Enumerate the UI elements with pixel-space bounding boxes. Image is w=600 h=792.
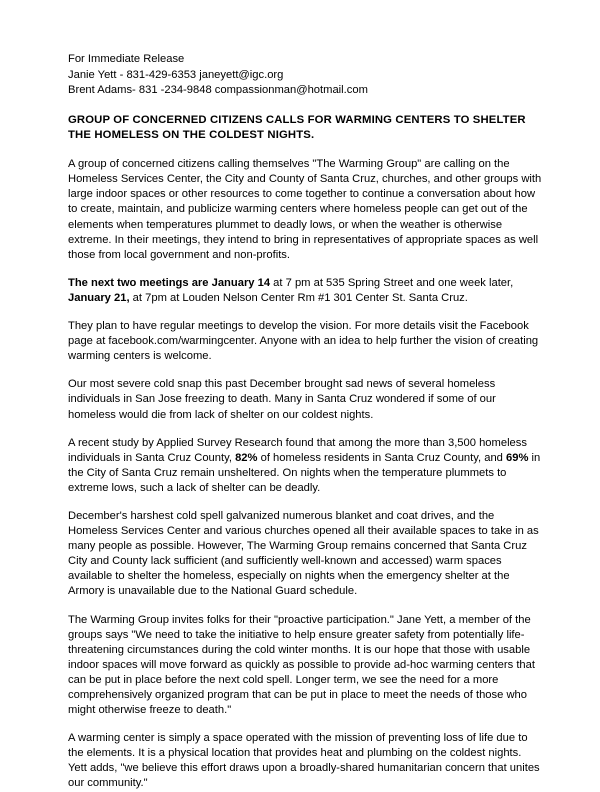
emphasis-text: 69% xyxy=(506,451,529,464)
paragraph-text: in the City of Santa Cruz remain unsheltered. On nights when the temperature plummets to extreme lows, such a lack of shelter can be deadly. xyxy=(68,451,541,494)
para-december: December's harshest cold spell galvanized numerous blanket and coat drives, and the Homeless Services Center and various churches opened all their available spaces to take in as many people as possible. However, The Warming Group remains concerned that Santa Cruz City and County lack sufficient (and sufficiently well-known and accessed) warm spaces available to shelter the homeless, especially on nights when the emergency shelter at the Armory is unavailable due to the National Guard schedule. xyxy=(68,509,539,598)
para-meetings xyxy=(68,276,542,306)
para-facebook: They plan to have regular meetings to develop the vision. For more details visit the Facebook page at facebook.com/warmingcenter. Anyone with an idea to help further the vision of creating warming centers is welcome. xyxy=(68,320,539,363)
emphasis-text: The next two meetings are January 14 xyxy=(68,276,271,289)
contact-janie-yett: Janie Yett - 831-429-6353 janeyett@igc.org xyxy=(68,68,284,81)
page-title: GROUP OF CONCERNED CITIZENS CALLS FOR WARMING CENTERS TO SHELTER THE HOMELESS ON THE COLDEST NIGHTS. xyxy=(68,113,526,141)
para-intro: A group of concerned citizens calling themselves "The Warming Group" are calling on the Homeless Services Center, the City and County of Santa Cruz, churches, and other groups with large indoor spaces or other resources to come together to continue a conversation about how to create, maintain, and publicize warming centers where homeless people can get out of the elements when temperatures plummet to deadly lows, or when the weather is otherwise extreme. In their meetings, they intend to bring in representatives of appropriate spaces as well those from local government and non-profits. xyxy=(68,158,542,261)
release-notice: For Immediate Release xyxy=(68,53,185,65)
emphasis-text: 82% xyxy=(235,451,258,464)
contact-block xyxy=(68,52,542,99)
para-study xyxy=(68,436,542,496)
paragraph-text: of homeless residents in Santa Cruz County, and xyxy=(257,451,507,464)
paragraph-text: at 7pm at Louden Nelson Center Rm #1 301 Center St. Santa Cruz. xyxy=(129,291,468,304)
contact-brent-adams: Brent Adams- 831 -234-9848 compassionman@hotmail.com xyxy=(68,84,368,97)
para-definition: A warming center is simply a space operated with the mission of preventing loss of life due to the elements. It is a physical location that provides heat and plumbing on the coldest nights. Yett adds, "we believe this effort draws upon a broadly-shared humanitarian concern that unites our community." xyxy=(68,732,540,790)
para-invite: The Warming Group invites folks for their "proactive participation." Jane Yett, a member of the groups says "We need to take the initiative to help ensure greater safety from potentially life-threatening circumstances during the cold winter months. It is our hope that those with usable indoor spaces will move forward as quickly as possible to provide ad-hoc warming centers that can be put in place before the next cold spell. Longer term, we see the need for a more comprehensively organized program that can be put in place to meet the needs of those who might otherwise freeze to death." xyxy=(68,613,535,717)
emphasis-text: January 21, xyxy=(68,291,130,304)
paragraph-text: at 7 pm at 535 Spring Street and one week later, xyxy=(270,276,514,289)
para-coldsnap: Our most severe cold snap this past December brought sad news of several homeless individuals in San Jose freezing to death. Many in Santa Cruz wondered if some of our homeless would die from lack of shelter on our coldest nights. xyxy=(68,378,496,421)
document-body xyxy=(68,157,542,791)
paragraph-text: A recent study by Applied Survey Research found that among the more than 3,500 homeless individuals in Santa Cruz County, xyxy=(68,436,527,464)
